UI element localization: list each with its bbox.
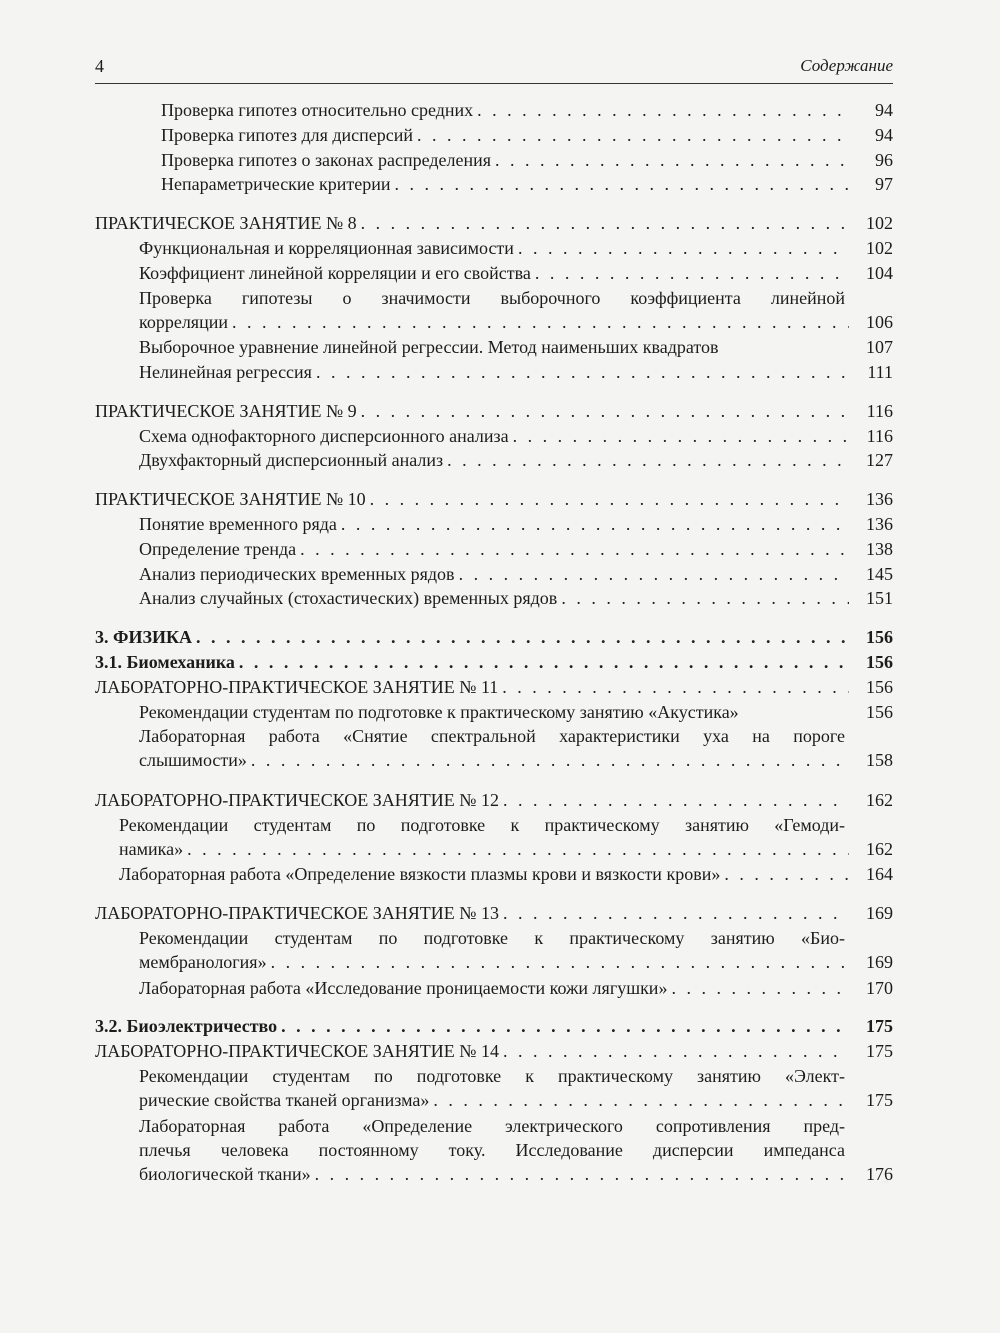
toc-page-number: 94 (875, 100, 893, 120)
toc-entry (139, 537, 893, 561)
toc-page-number: 175 (866, 1016, 893, 1037)
page-number: 4 (95, 56, 104, 76)
toc-entry (139, 236, 893, 260)
toc-page-number: 116 (866, 400, 893, 421)
toc-entry-text: Выборочное уравнение линейной регрессии. Метод наименьших квадратов (139, 337, 719, 358)
leader-dots (361, 211, 849, 235)
toc-page-number: 175 (866, 1090, 893, 1110)
toc-entry-text: ЛАБОРАТОРНО-ПРАКТИЧЕСКОЕ ЗАНЯТИЕ № 13 (95, 903, 499, 924)
toc-entry (119, 813, 893, 861)
leader-dots (281, 1014, 849, 1038)
toc-entry (161, 98, 893, 122)
toc-page-number: 96 (875, 149, 893, 170)
toc-page-number: 136 (866, 489, 893, 510)
toc-entry (139, 562, 893, 586)
toc-entry (95, 1014, 893, 1038)
leader-dots (315, 1162, 849, 1186)
toc-entry (139, 448, 893, 472)
toc-page-number: 104 (866, 262, 893, 283)
leader-dots (251, 748, 849, 772)
toc-entry-text: 3. ФИЗИКА (95, 627, 193, 648)
toc-entry (95, 788, 893, 812)
toc-entry (139, 926, 893, 974)
toc-entry (139, 261, 893, 285)
toc-entry (119, 862, 893, 886)
toc-page-number: 156 (866, 627, 893, 648)
toc-page-number: 162 (866, 838, 893, 859)
toc-page-number: 158 (866, 750, 893, 771)
toc-entry-text: Рекомендации студентам по подготовке к практическому занятию «Акустика» (139, 701, 739, 722)
toc-entry-text: Нелинейная регрессия (139, 362, 312, 382)
toc-entry (95, 211, 893, 235)
running-title: Содержание (800, 56, 893, 75)
leader-dots (361, 399, 849, 423)
toc-entry-text: Непараметрические критерии (161, 174, 391, 195)
toc-entry-text: ЛАБОРАТОРНО-ПРАКТИЧЕСКОЕ ЗАНЯТИЕ № 12 (95, 790, 499, 810)
toc-entry-text: Проверка гипотез о законах распределения (161, 149, 492, 170)
toc-entry-text: Лабораторная работа «Определение вязкости плазмы крови и вязкости крови» (119, 864, 721, 885)
leader-dots (433, 1088, 849, 1112)
toc-entry (139, 1064, 893, 1112)
toc-entry-text: 3.1. Биомеханика (95, 652, 235, 672)
toc-entry-text: Функциональная и корреляционная зависимости (139, 238, 514, 258)
toc-entry (139, 512, 893, 536)
leader-dots (724, 862, 849, 886)
leader-dots (513, 424, 849, 448)
toc-page-number: 136 (866, 514, 893, 534)
toc-entry (139, 286, 893, 334)
toc-entry-text: слышимости» (139, 750, 247, 771)
toc-page-number: 111 (867, 362, 893, 382)
toc-entry (139, 976, 893, 1000)
toc-page-number: 106 (866, 311, 893, 332)
leader-dots (300, 537, 849, 561)
toc-entry-text: рические свойства тканей организма» (139, 1090, 430, 1110)
leader-dots (502, 675, 849, 699)
toc-entry (139, 586, 893, 610)
leader-dots (316, 360, 849, 384)
toc-page-number: 156 (866, 701, 893, 722)
header-rule (95, 83, 893, 84)
toc-entry (95, 675, 893, 699)
toc-entry-text: плечья человека постоянному току. Исследование дисперсии импеданса (139, 1139, 845, 1160)
page-header (95, 56, 893, 86)
leader-dots (187, 837, 849, 861)
leader-dots (271, 950, 849, 974)
leader-dots (196, 625, 849, 649)
leader-dots (671, 976, 849, 1000)
toc-page-number: 176 (866, 1163, 893, 1184)
toc-entry-text: Лабораторная работа «Определение электрического сопротивления пред- (139, 1115, 845, 1136)
toc-page-number: 127 (866, 450, 893, 471)
toc-entry (95, 1039, 893, 1063)
toc-page-number: 169 (866, 903, 893, 924)
toc-entry (139, 360, 893, 384)
toc-page-number: 175 (866, 1041, 893, 1062)
toc-entry-text: Проверка гипотезы о значимости выборочного коэффициента линейной (139, 287, 845, 308)
toc-page-number: 156 (866, 652, 893, 672)
toc-page-number: 138 (866, 538, 893, 559)
toc-entry-text: Анализ случайных (стохастических) временных рядов (139, 588, 558, 609)
leader-dots (232, 310, 849, 334)
toc-entry-text: мембранология» (139, 952, 267, 972)
leader-dots (447, 448, 849, 472)
toc-entry-text: ПРАКТИЧЕСКОЕ ЗАНЯТИЕ № 10 (95, 489, 366, 510)
toc-entry-text: намика» (119, 838, 184, 859)
toc-entry (139, 424, 893, 448)
toc-entry-text: 3.2. Биоэлектричество (95, 1016, 278, 1037)
toc-page-number: 97 (875, 174, 893, 195)
leader-dots (495, 148, 849, 172)
toc-entry-text: Рекомендации студентам по подготовке к практическому занятию «Элект- (139, 1066, 845, 1086)
toc-entry-text: Проверка гипотез относительно средних (161, 100, 474, 120)
toc-entry-text: Рекомендации студентам по подготовке к практическому занятию «Гемоди- (119, 814, 845, 835)
toc-entry (139, 335, 893, 359)
toc-entry-text: Определение тренда (139, 538, 297, 559)
toc-entry (161, 172, 893, 196)
leader-dots (518, 236, 849, 260)
toc-entry (95, 399, 893, 423)
toc-entry (139, 700, 893, 724)
leader-dots (477, 98, 849, 122)
leader-dots (503, 901, 849, 925)
toc-entry (95, 901, 893, 925)
leader-dots (459, 562, 849, 586)
toc-entry-text: ПРАКТИЧЕСКОЕ ЗАНЯТИЕ № 9 (95, 400, 357, 421)
toc-page-number: 162 (866, 790, 893, 810)
leader-dots (395, 172, 849, 196)
toc-entry-text: ПРАКТИЧЕСКОЕ ЗАНЯТИЕ № 8 (95, 213, 357, 234)
toc-entry-text: Коэффициент линейной корреляции и его свойства (139, 262, 531, 283)
toc-entry-text: Схема однофакторного дисперсионного анализа (139, 425, 509, 446)
leader-dots (417, 123, 849, 147)
leader-dots (535, 261, 849, 285)
toc-page-number: 170 (866, 977, 893, 998)
toc-entry (139, 724, 893, 772)
leader-dots (370, 487, 849, 511)
toc-page-number: 145 (866, 563, 893, 584)
toc-entry-text: корреляции (139, 311, 228, 332)
toc-entry-text: Лабораторная работа «Исследование проницаемости кожи лягушки» (139, 977, 668, 998)
toc-page-number: 164 (866, 864, 893, 885)
leader-dots (503, 788, 849, 812)
toc-page-number: 102 (866, 213, 893, 234)
toc-page-number: 94 (875, 124, 893, 145)
toc-entry-text: Рекомендации студентам по подготовке к практическому занятию «Био- (139, 928, 845, 948)
toc-entry (95, 650, 893, 674)
toc-page-number: 156 (866, 676, 893, 697)
toc-entry-text: биологической ткани» (139, 1163, 311, 1184)
leader-dots (561, 586, 849, 610)
toc-entry (139, 1114, 893, 1186)
toc-page-number: 102 (866, 238, 893, 258)
toc-page-number: 151 (866, 588, 893, 609)
toc-entry (161, 148, 893, 172)
toc-entry (95, 487, 893, 511)
leader-dots (503, 1039, 849, 1063)
toc-entry-text: ЛАБОРАТОРНО-ПРАКТИЧЕСКОЕ ЗАНЯТИЕ № 11 (95, 676, 499, 697)
toc-entry-text: Лабораторная работа «Снятие спектральной характеристики уха на пороге (139, 726, 845, 747)
toc-entry-text: Проверка гипотез для дисперсий (161, 124, 414, 145)
toc-entry (95, 625, 893, 649)
toc-page-number: 169 (866, 952, 893, 972)
toc-entry-text: Анализ периодических временных рядов (139, 563, 455, 584)
toc-page-number: 116 (866, 425, 893, 446)
toc-entry-text: Понятие временного ряда (139, 514, 337, 534)
leader-dots (239, 650, 849, 674)
toc-entry (161, 123, 893, 147)
toc-entry-text: ЛАБОРАТОРНО-ПРАКТИЧЕСКОЕ ЗАНЯТИЕ № 14 (95, 1041, 499, 1062)
leader-dots (341, 512, 849, 536)
toc-page-number: 107 (866, 337, 893, 358)
toc-entry-text: Двухфакторный дисперсионный анализ (139, 450, 444, 471)
